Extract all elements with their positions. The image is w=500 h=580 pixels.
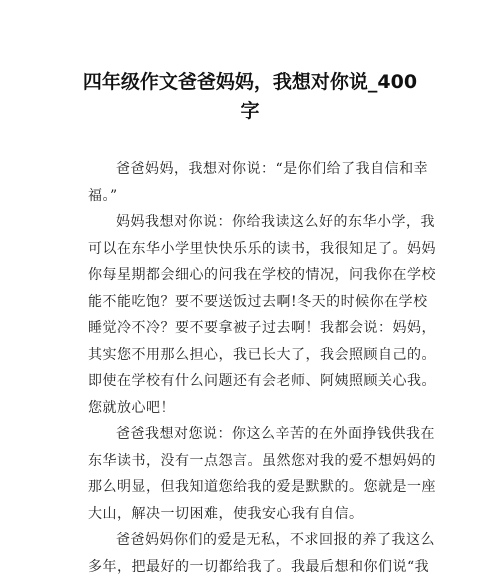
text-line: 爸爸妈妈你们的爱是无私，不求回报的养了我这么 bbox=[88, 527, 414, 554]
paragraph bbox=[88, 421, 414, 527]
text-line: 爸爸妈妈，我想对你说：“是你们给了我自信和幸 bbox=[88, 156, 414, 183]
text-line: 多年，把最好的一切都给我了。我最后想和你们说“我 bbox=[88, 554, 414, 580]
text-line: 福。” bbox=[88, 183, 414, 210]
text-line: 您就放心吧！ bbox=[88, 395, 414, 422]
paragraph bbox=[88, 156, 414, 209]
document-body bbox=[88, 156, 414, 580]
paragraph bbox=[88, 527, 414, 580]
text-line: 能不能吃饱？要不要送饭过去啊!冬天的时候你在学校 bbox=[88, 289, 414, 316]
paragraph bbox=[88, 209, 414, 421]
text-line: 其实您不用那么担心，我已长大了，我会照顾自己的。 bbox=[88, 342, 414, 369]
text-line: 你每星期都会细心的问我在学校的情况，问我你在学校 bbox=[88, 262, 414, 289]
text-line: 爸爸我想对您说：你这么辛苦的在外面挣钱供我在 bbox=[88, 421, 414, 448]
document-title bbox=[80, 68, 420, 126]
title-line: 四年级作文爸爸妈妈，我想对你说_400 bbox=[83, 71, 417, 93]
text-line: 可以在东华小学里快快乐乐的读书，我很知足了。妈妈 bbox=[88, 236, 414, 263]
title-line: 字 bbox=[240, 100, 259, 122]
text-line: 妈妈我想对你说：你给我读这么好的东华小学，我 bbox=[88, 209, 414, 236]
text-line: 东华读书，没有一点怨言。虽然您对我的爱不想妈妈的 bbox=[88, 448, 414, 475]
text-line: 即使在学校有什么问题还有会老师、阿姨照顾关心我。 bbox=[88, 368, 414, 395]
text-line: 那么明显，但我知道您给我的爱是默默的。您就是一座 bbox=[88, 474, 414, 501]
text-line: 睡觉冷不冷？要不要拿被子过去啊！我都会说：妈妈， bbox=[88, 315, 414, 342]
text-line: 大山，解决一切困难，使我安心我有自信。 bbox=[88, 501, 414, 528]
